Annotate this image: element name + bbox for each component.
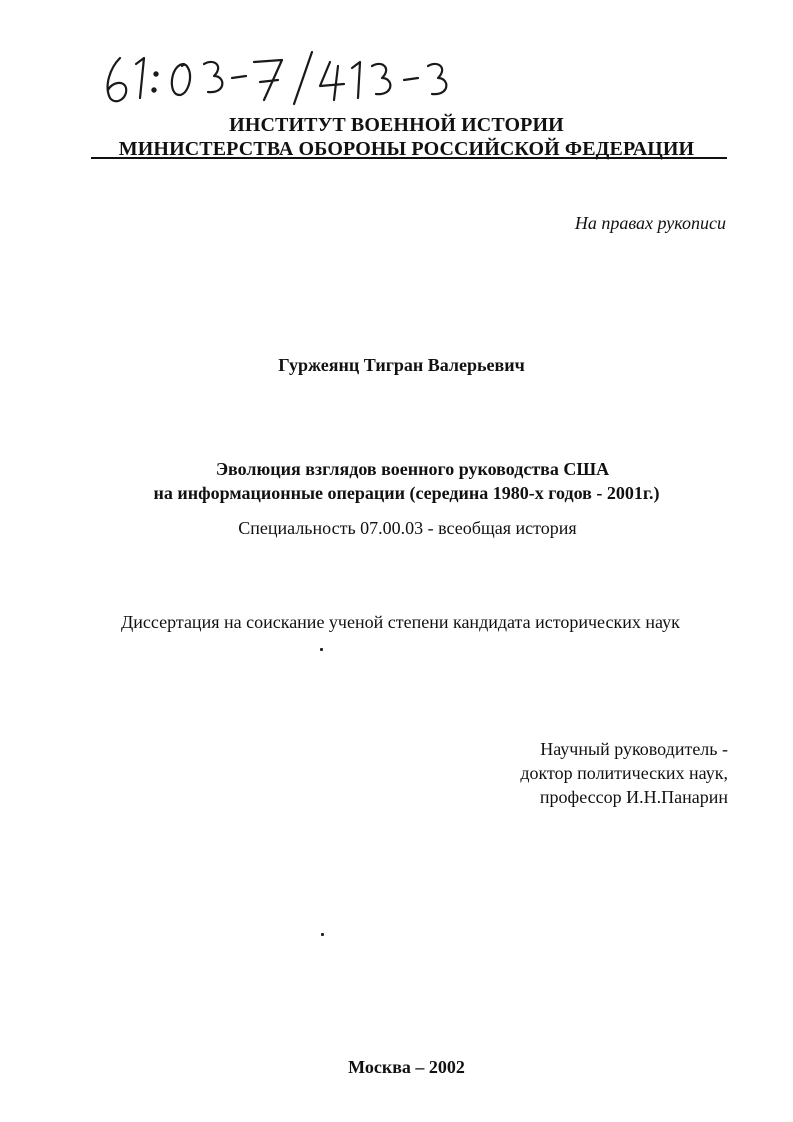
- institute-header: [0, 113, 793, 161]
- header-divider: [91, 157, 727, 159]
- handwritten-shelfmark-drawing: [98, 38, 458, 108]
- advisor-line-3: профессор И.Н.Панарин: [539, 787, 728, 807]
- scan-speck: [320, 648, 323, 651]
- advisor-line-1: Научный руководитель -: [540, 739, 728, 759]
- institute-line-2: МИНИСТЕРСТВА ОБОРОНЫ РОССИЙСКОЙ ФЕДЕРАЦИИ: [118, 138, 695, 160]
- specialty: Специальность 07.00.03 - всеобщая история: [238, 518, 577, 538]
- institute-line-1: ИНСТИТУТ ВОЕННОЙ ИСТОРИИ: [229, 114, 564, 136]
- author-name: Гуржеянц Тигран Валерьевич: [278, 355, 525, 375]
- handwritten-shelfmark: [98, 38, 458, 108]
- city-year: Москва – 2002: [348, 1057, 465, 1077]
- advisor-line-2: доктор политических наук,: [520, 763, 728, 783]
- title-line-2: на информационные операции (середина 1980-х годов - 2001г.): [153, 483, 660, 503]
- title-line-1: Эволюция взглядов военного руководства США: [215, 459, 610, 479]
- scientific-advisor: [520, 737, 728, 809]
- rights-note: На правах рукописи: [574, 213, 726, 233]
- dissertation-title: [0, 457, 793, 505]
- scan-speck: [321, 933, 324, 936]
- degree-statement: Диссертация на соискание ученой степени кандидата исторических наук: [121, 612, 680, 632]
